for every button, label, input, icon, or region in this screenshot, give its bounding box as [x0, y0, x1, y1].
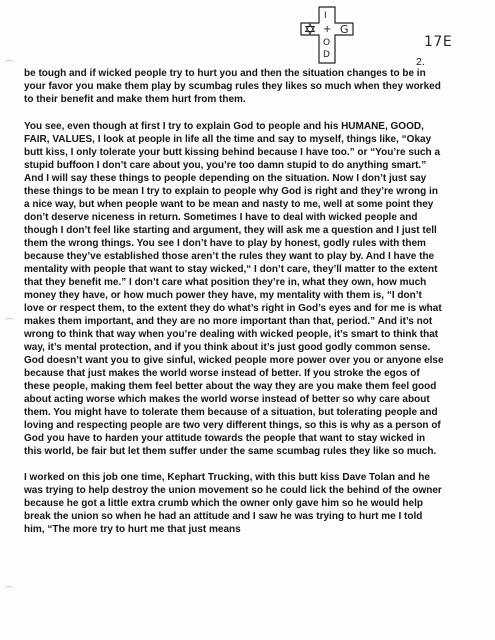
logo-letter: O: [323, 38, 331, 48]
paragraph: You see, even though at first I try to explain God to people and his HUMANE, GOOD, FAIR, VALUES, I look at people in life all the time and say to myself, things like, “Okay butt kiss, I only tolerate your butt kissing behind because I have too.” or “You’re such a stupid buffoon I don’t care about you, you’re too damn stupid to do anything smart.” And I will say these things to people depending on the situation. Now I don’t just say these things to be mean I try to explain to people why God is right and they’re wrong in a nice way, but when people want to be mean and nasty to me, well at some point they don’t deserve niceness in return. Sometimes I have to deal with wicked people and though I don’t feel like starting and argument, they will ask me a question and I just tell them the wrong things. You see I don’t have to play by honest, godly rules with them because they’ve established those aren’t the rules they want to play by. And I have the mentality with people that want to stay wicked,“ I don’t care, they’ll matter to the extent that they benefit me.” I don’t care what position they’re in, what they own, how much money they have, or how much power they have, my mentality with them is, “I don’t love or respect them, to the extent they do what’s right in God’s eyes and for me is what makes them important, and they are no more important than that, period.” And it’s not wrong to think that way when you’re dealing with wicked people, it’s smart to think that way, it’s mental protection, and if you think about it’s just good godly common sense. God doesn’t want you to give sinful, wicked people more power over you or anyone else because that just makes the world worse instead of better. If you stroke the egos of these people, making them feel better about the way they are you make them feel good about acting worse which makes the world worse instead of better so why care about them. You might have to tolerate them because of a situation, but tolerating people and loving and respecting people are two very different things, so this is why as a person of God you have to harden your attitude towards the people that want to stay wicked in this world, be fair but let them suffer under the same scumbag rules they like so much.: [24, 120, 444, 457]
logo-letter: D: [323, 50, 330, 60]
star-of-david-icon: [306, 24, 315, 34]
logo-letter: +: [323, 24, 332, 35]
paragraph: I worked on this job one time, Kephart Trucking, with this butt kiss Dave Tolan and he was trying to help destroy the union movement so he could lick the behind of the owner because he got a little extra crumb which the owner only gave him so he would help break the union so when he had an attitude and I saw he was trying to hurt me I told him, “The more try to hurt me that just means: [24, 472, 442, 535]
punch-hole-mark: [4, 60, 14, 65]
logo-letter: I: [324, 11, 327, 21]
paragraph: be tough and if wicked people try to hurt you and then the situation changes to be in your favor you make them play by scumbag rules they likes so much when they worked to their benefit and make them hurt from them.: [24, 68, 441, 105]
punch-hole-mark: [4, 586, 14, 591]
handwritten-page-number: 17E: [424, 34, 453, 50]
logo-letter: G: [340, 23, 349, 36]
punch-hole-mark: [4, 318, 14, 323]
cross-logo: [283, 3, 373, 65]
document-body: [24, 67, 444, 550]
page-number: 2.: [416, 56, 425, 68]
